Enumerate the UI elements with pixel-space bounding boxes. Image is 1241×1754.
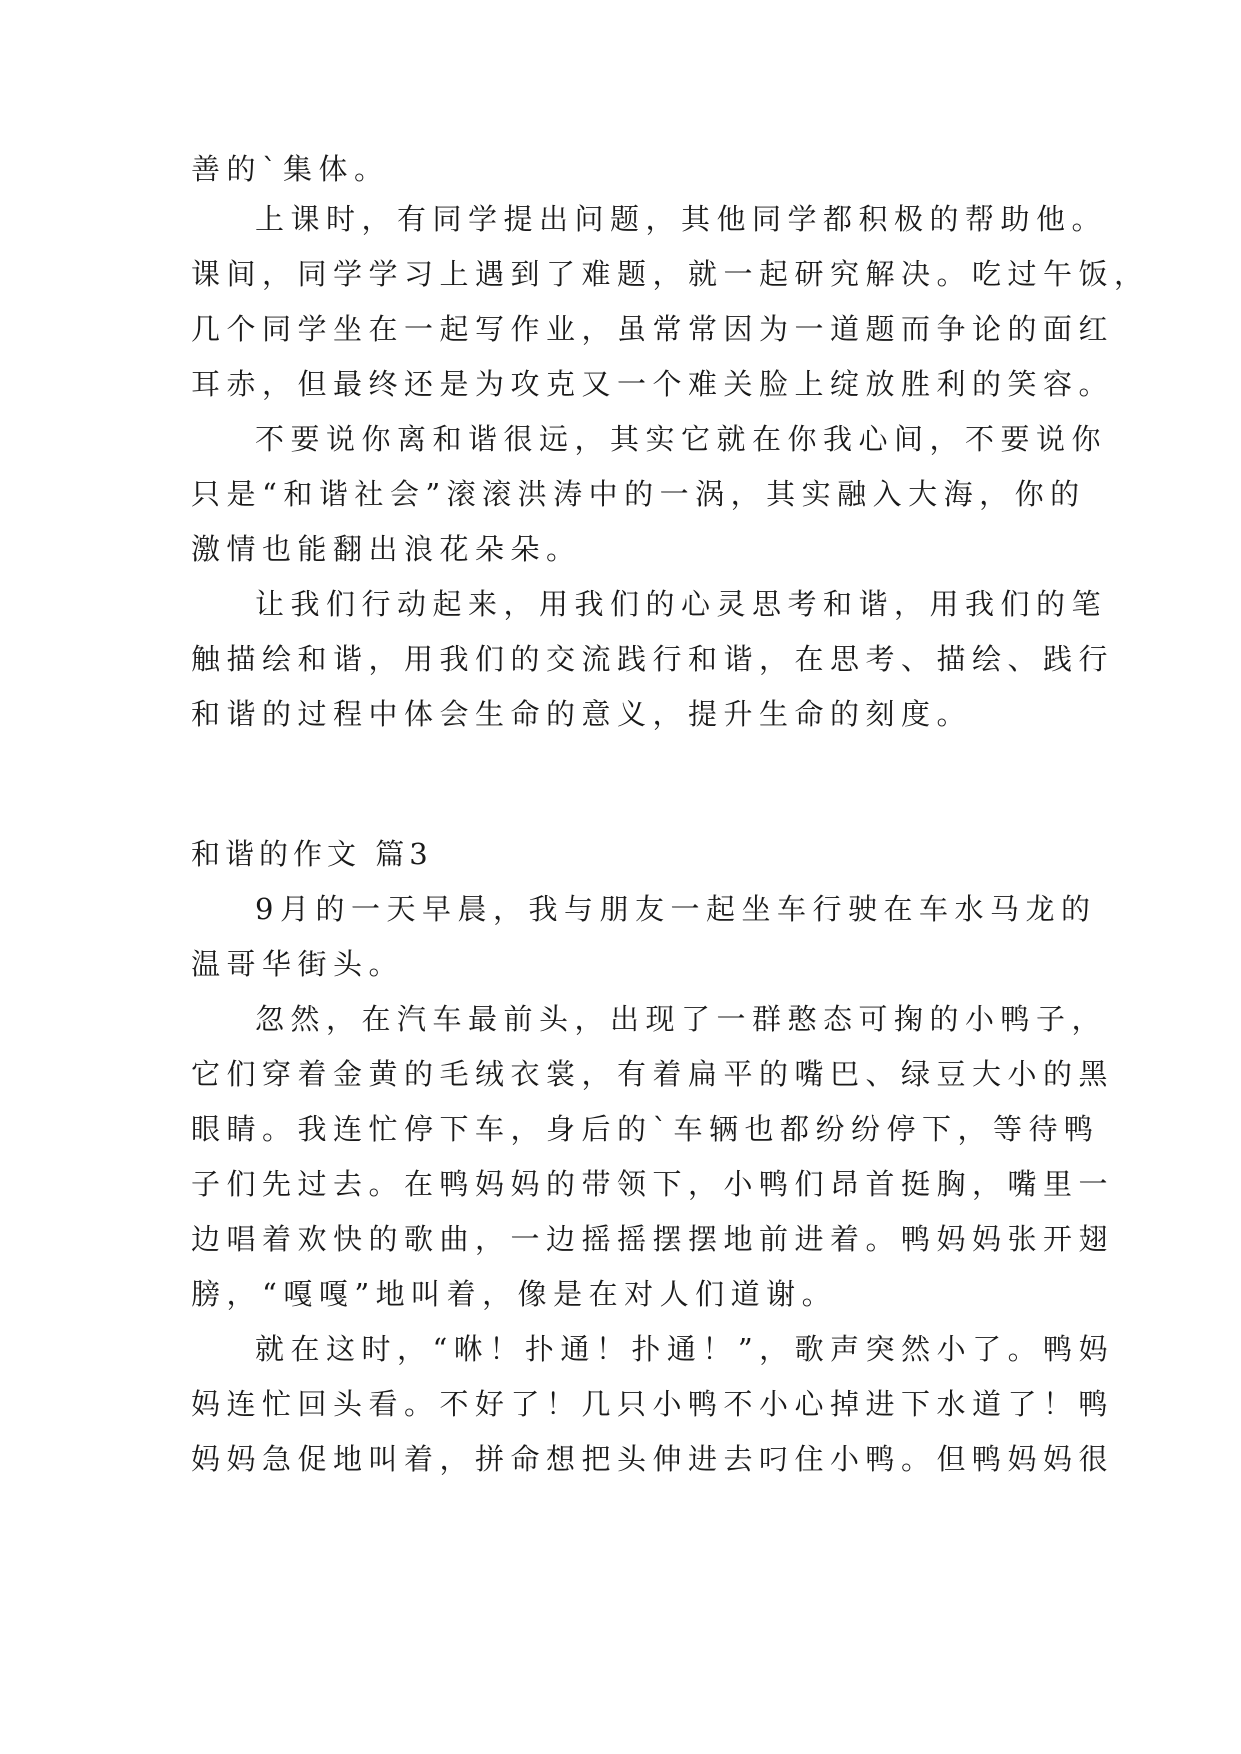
text-line: 激情也能翻出浪花朵朵。	[191, 532, 582, 566]
essay-heading: 和谐的作文 篇3	[191, 837, 433, 871]
text-line: 忽然，在汽车最前头，出现了一群憨态可掬的小鸭子，	[255, 1002, 1108, 1036]
text-line: 课间，同学学习上遇到了难题，就一起研究解决。吃过午饭，	[191, 257, 1150, 291]
text-line: 膀，“嘎嘎”地叫着，像是在对人们道谢。	[191, 1277, 838, 1311]
text-line: 触描绘和谐，用我们的交流践行和谐，在思考、描绘、践行	[191, 642, 1115, 676]
text-line: 只是“和谐社会”滚滚洪涛中的一涡，其实融入大海，你的	[191, 477, 1086, 511]
text-line: 善的`集体。	[191, 152, 390, 186]
text-line: 边唱着欢快的歌曲，一边摇摇摆摆地前进着。鸭妈妈张开翅	[191, 1222, 1115, 1256]
text-line: 让我们行动起来，用我们的心灵思考和谐，用我们的笔	[255, 587, 1108, 621]
text-line: 9月的一天早晨，我与朋友一起坐车行驶在车水马龙的	[255, 892, 1097, 926]
text-line: 子们先过去。在鸭妈妈的带领下，小鸭们昂首挺胸，嘴里一	[191, 1167, 1115, 1201]
text-line: 几个同学坐在一起写作业，虽常常因为一道题而争论的面红	[191, 312, 1115, 346]
text-line: 温哥华街头。	[191, 947, 405, 981]
text-line: 上课时，有同学提出问题，其他同学都积极的帮助他。	[255, 202, 1108, 236]
text-line: 眼睛。我连忙停下车，身后的`车辆也都纷纷停下，等待鸭	[191, 1112, 1100, 1146]
text-line: 妈连忙回头看。不好了！几只小鸭不小心掉进下水道了！鸭	[191, 1387, 1115, 1421]
text-line: 耳赤，但最终还是为攻克又一个难关脸上绽放胜利的笑容。	[191, 367, 1115, 401]
text-line: 和谐的过程中体会生命的意义，提升生命的刻度。	[191, 697, 973, 731]
text-line: 它们穿着金黄的毛绒衣裳，有着扁平的嘴巴、绿豆大小的黑	[191, 1057, 1115, 1091]
text-line: 不要说你离和谐很远，其实它就在你我心间，不要说你	[255, 422, 1108, 456]
text-line: 妈妈急促地叫着，拼命想把头伸进去叼住小鸭。但鸭妈妈很	[191, 1442, 1115, 1476]
text-line: 就在这时，“咻！扑通！扑通！”，歌声突然小了。鸭妈	[255, 1332, 1115, 1366]
